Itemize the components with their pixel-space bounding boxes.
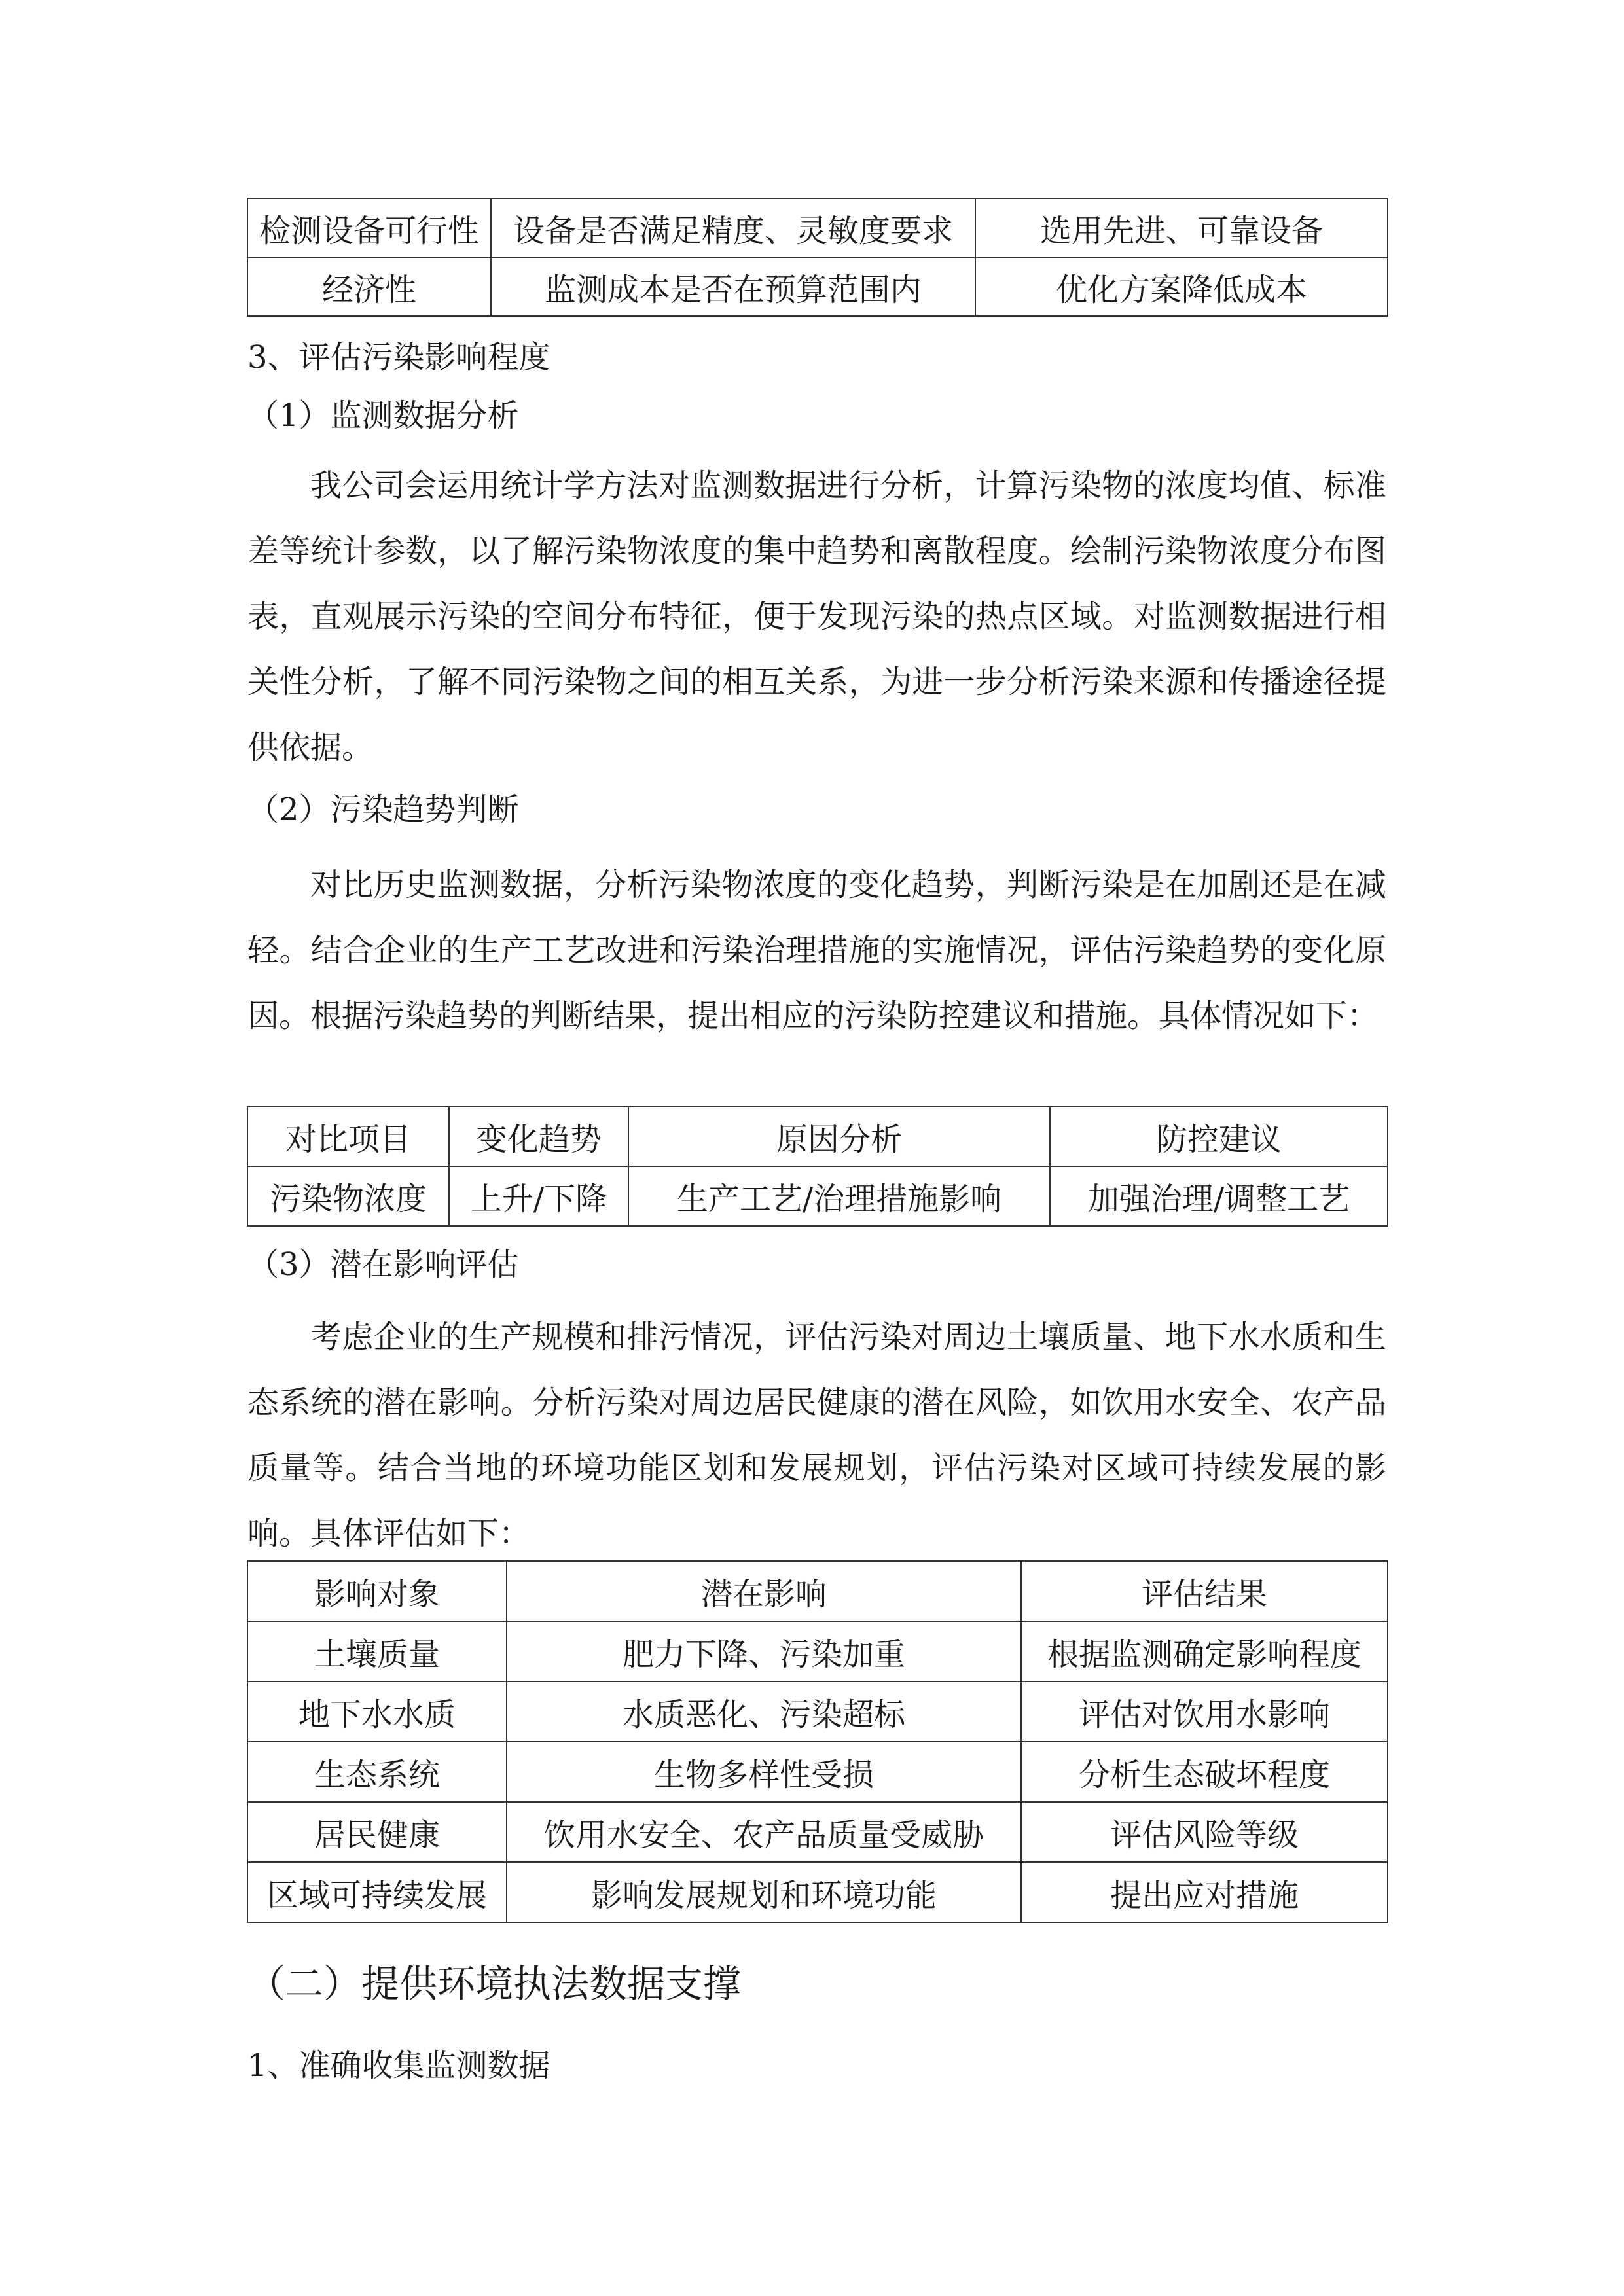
- paragraph: 对比历史监测数据，分析污染物浓度的变化趋势，判断污染是在加剧还是在减轻。结合企业的生产工艺改进和污染治理措施的实施情况，评估污染趋势的变化原因。根据污染趋势的判断结果，提出相应的污染防控建议和措施。具体情况如下：: [247, 867, 1386, 1034]
- table-row: [247, 1166, 1388, 1226]
- table-cell: 饮用水安全、农产品质量受威胁: [507, 1802, 1021, 1862]
- table-cell: 监测成本是否在预算范围内: [491, 257, 975, 316]
- table-cell: 污染物浓度: [247, 1166, 449, 1226]
- chapter-heading: （二）提供环境执法数据支撑: [247, 1962, 742, 2006]
- table-cell: 检测设备可行性: [247, 198, 491, 257]
- table-row: [247, 257, 1388, 316]
- subsection-heading: （1）监测数据分析: [247, 397, 519, 434]
- feasibility-table: [247, 198, 1388, 317]
- table-row: [247, 1862, 1388, 1922]
- table-cell: 根据监测确定影响程度: [1021, 1621, 1388, 1681]
- table-cell: 影响发展规划和环境功能: [507, 1862, 1021, 1922]
- table-cell: 提出应对措施: [1021, 1862, 1388, 1922]
- subsection-heading: （2）污染趋势判断: [247, 791, 519, 828]
- table-cell: 上升/下降: [449, 1166, 628, 1226]
- impact-table: [247, 1560, 1388, 1923]
- table-row: [247, 1802, 1388, 1862]
- table-cell: 生产工艺/治理措施影响: [628, 1166, 1050, 1226]
- table-cell: 分析生态破坏程度: [1021, 1742, 1388, 1802]
- table-header-cell: 影响对象: [247, 1561, 507, 1621]
- table-row: [247, 1681, 1388, 1742]
- table-header-cell: 对比项目: [247, 1107, 449, 1166]
- subsection-heading: （3）潜在影响评估: [247, 1246, 519, 1283]
- table-row: [247, 1742, 1388, 1802]
- table-row: [247, 198, 1388, 257]
- table-header-cell: 评估结果: [1021, 1561, 1388, 1621]
- paragraph: 考虑企业的生产规模和排污情况，评估污染对周边土壤质量、地下水水质和生态系统的潜在影响。分析污染对周边居民健康的潜在风险，如饮用水安全、农产品质量等。结合当地的环境功能区划和发展规划，评估污染对区域可持续发展的影响。具体评估如下：: [247, 1319, 1386, 1552]
- table-cell: 评估对饮用水影响: [1021, 1681, 1388, 1742]
- table-header-cell: 变化趋势: [449, 1107, 628, 1166]
- table-cell: 土壤质量: [247, 1621, 507, 1681]
- table-cell: 经济性: [247, 257, 491, 316]
- table-header-row: [247, 1107, 1388, 1166]
- table-row: [247, 1621, 1388, 1681]
- trend-table: [247, 1106, 1388, 1227]
- section-heading: 1、准确收集监测数据: [247, 2047, 550, 2084]
- table-cell: 区域可持续发展: [247, 1862, 507, 1922]
- table-header-cell: 原因分析: [628, 1107, 1050, 1166]
- table-cell: 水质恶化、污染超标: [507, 1681, 1021, 1742]
- table-cell: 评估风险等级: [1021, 1802, 1388, 1862]
- table-cell: 设备是否满足精度、灵敏度要求: [491, 198, 975, 257]
- table-cell: 生态系统: [247, 1742, 507, 1802]
- table-cell: 优化方案降低成本: [975, 257, 1388, 316]
- table-cell: 生物多样性受损: [507, 1742, 1021, 1802]
- section-heading: 3、评估污染影响程度: [247, 339, 550, 376]
- table-header-cell: 潜在影响: [507, 1561, 1021, 1621]
- table-cell: 地下水水质: [247, 1681, 507, 1742]
- table-cell: 加强治理/调整工艺: [1050, 1166, 1388, 1226]
- table-cell: 选用先进、可靠设备: [975, 198, 1388, 257]
- paragraph: 我公司会运用统计学方法对监测数据进行分析，计算污染物的浓度均值、标准差等统计参数，以了解污染物浓度的集中趋势和离散程度。绘制污染物浓度分布图表，直观展示污染的空间分布特征，便于发现污染的热点区域。对监测数据进行相关性分析，了解不同污染物之间的相互关系，为进一步分析污染来源和传播途径提供依据。: [247, 467, 1386, 766]
- table-header-row: [247, 1561, 1388, 1621]
- table-header-cell: 防控建议: [1050, 1107, 1388, 1166]
- table-cell: 居民健康: [247, 1802, 507, 1862]
- table-cell: 肥力下降、污染加重: [507, 1621, 1021, 1681]
